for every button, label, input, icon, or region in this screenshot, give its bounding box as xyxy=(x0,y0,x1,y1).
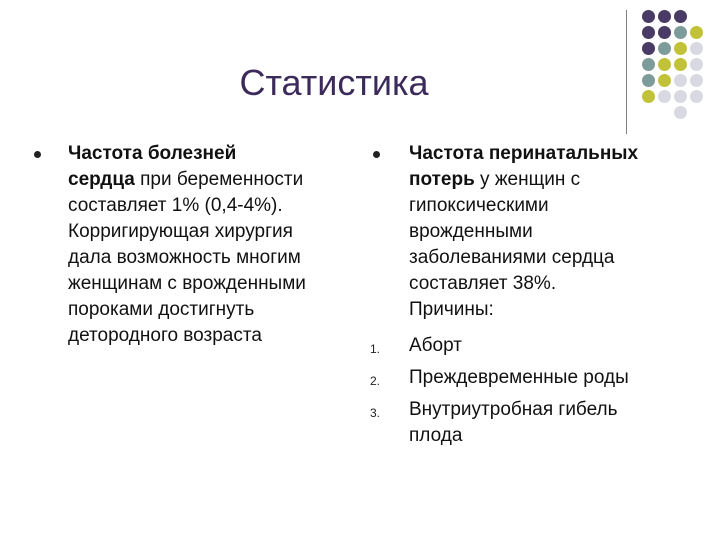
decor-dot xyxy=(674,10,687,23)
text-line: детородного возраста xyxy=(68,325,262,346)
list-number: 3. xyxy=(370,406,381,420)
decor-dot xyxy=(674,58,687,71)
text-line: дала возможность многим xyxy=(68,247,301,268)
text-line: Частота болезней xyxy=(68,143,237,164)
list-item: Преждевременные роды xyxy=(409,367,629,388)
decor-dot xyxy=(674,74,687,87)
decor-dot xyxy=(674,26,687,39)
text-line: Внутриутробная гибель xyxy=(409,399,618,420)
list-number: 2. xyxy=(370,374,381,388)
text-line: пороками достигнуть xyxy=(68,299,255,320)
decor-dot xyxy=(658,26,671,39)
text-line: Корригирующая хирургия xyxy=(68,221,293,242)
decor-dot xyxy=(674,42,687,55)
decor-dot xyxy=(690,26,703,39)
decor-dot xyxy=(658,42,671,55)
decor-dot xyxy=(642,10,655,23)
text-line: Частота перинатальных xyxy=(409,143,639,164)
text-line: сердца при беременности xyxy=(68,169,304,190)
decor-dot xyxy=(690,74,703,87)
text-line: заболеваниями сердца xyxy=(409,247,615,268)
decor-dot xyxy=(690,90,703,103)
decor-dot xyxy=(658,10,671,23)
text-line: Причины: xyxy=(409,299,494,320)
list-item: Аборт xyxy=(409,335,462,356)
decor-dot xyxy=(674,106,687,119)
bullet-icon xyxy=(373,151,380,158)
decor-dot xyxy=(690,58,703,71)
text-line: врожденными xyxy=(409,221,533,242)
bullet-icon xyxy=(34,151,41,158)
text-line: составляет 1% (0,4-4%). xyxy=(68,195,283,216)
text-line: плода xyxy=(409,425,463,446)
slide-title: Статистика xyxy=(239,62,429,103)
list-item xyxy=(409,397,709,449)
decor-dot xyxy=(674,90,687,103)
decor-dot xyxy=(642,42,655,55)
left-paragraph xyxy=(68,141,358,349)
text-line: потерь у женщин с xyxy=(409,169,581,190)
text-line: составляет 38%. xyxy=(409,273,557,294)
right-paragraph xyxy=(409,141,709,323)
list-number: 1. xyxy=(370,342,381,356)
text-line: женщинам с врожденными xyxy=(68,273,306,294)
text-line: гипоксическими xyxy=(409,195,549,216)
decor-dot xyxy=(690,42,703,55)
decor-dot xyxy=(642,26,655,39)
